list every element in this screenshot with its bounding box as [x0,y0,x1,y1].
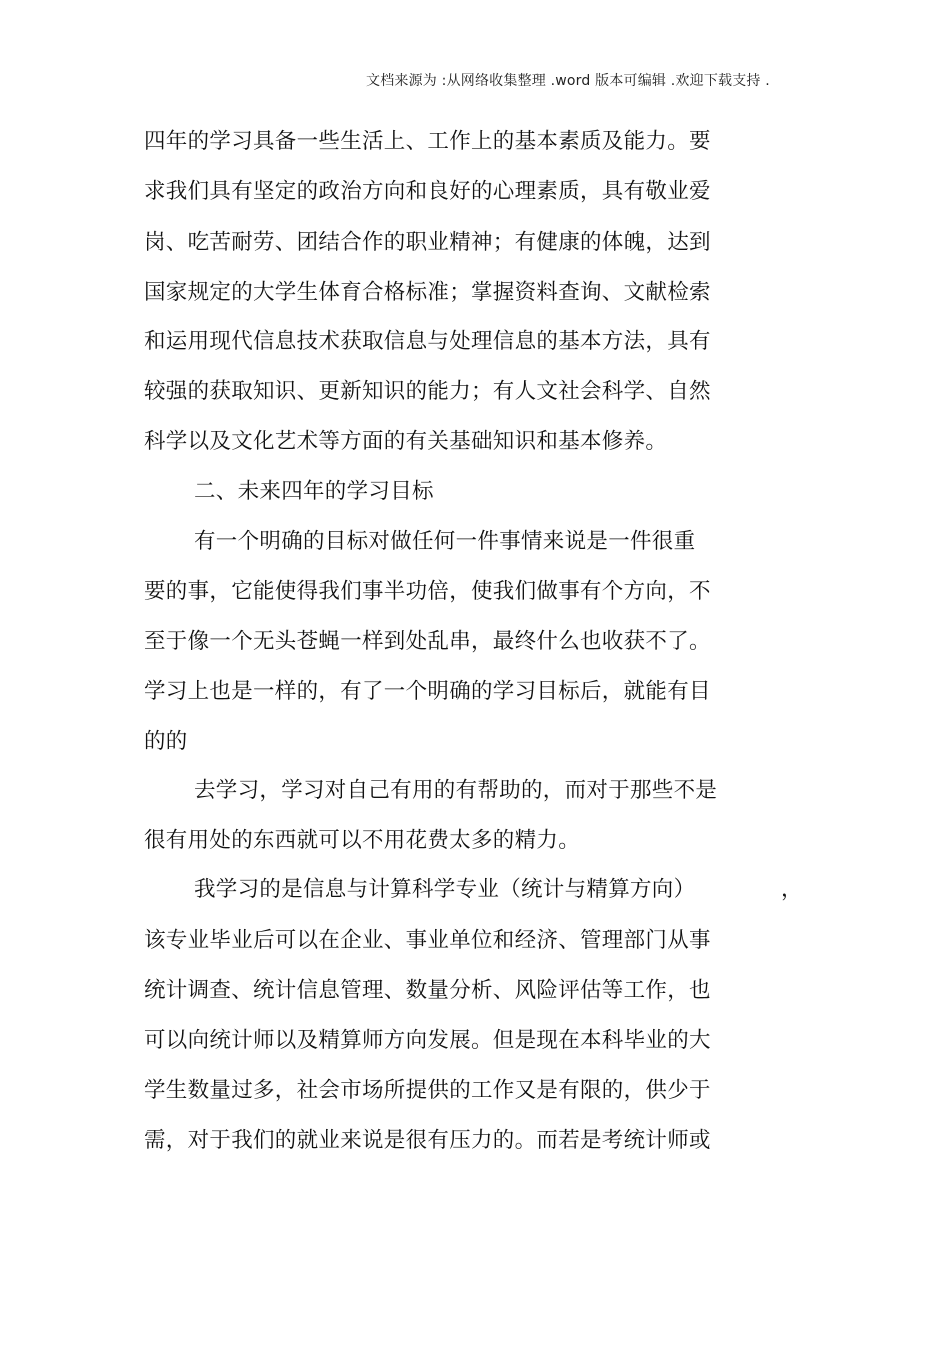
paragraph-line: 有一个明确的目标对做任何一件事情来说是一件很重 [194,529,696,554]
paragraph-line: 较强的获取知识、更新知识的能力；有人文社会科学、自然 [144,379,711,404]
paragraph-line: 要的事，它能使得我们事半功倍，使我们做事有个方向，不 [144,579,711,604]
paragraph-line: 至于像一个无头苍蝇一样到处乱串，最终什么也收获不了。 [144,629,711,654]
paragraph-line: 的的 [144,729,188,754]
paragraph-line: 统计调查、统计信息管理、数量分析、风险评估等工作，也 [144,978,711,1003]
header-source-note: 文档来源为 :从网络收集整理 .word 版本可编辑 .欢迎下载支持 . [366,73,770,89]
paragraph-line: 岗、吃苦耐劳、团结合作的职业精神；有健康的体魄，达到 [144,230,711,255]
paragraph-line: 需，对于我们的就业来说是很有压力的。而若是考统计师或 [144,1128,711,1153]
paragraph-line: 求我们具有坚定的政治方向和良好的心理素质，具有敬业爱 [144,179,711,204]
paragraph-line: 该专业毕业后可以在企业、事业单位和经济、管理部门从事 [144,928,711,953]
paragraph-line: 国家规定的大学生体育合格标准；掌握资料查询、文献检索 [144,280,711,305]
paragraph-line: 四年的学习具备一些生活上、工作上的基本素质及能力。要 [144,129,711,154]
trailing-comma: ， [781,877,803,902]
paragraph-line: 科学以及文化艺术等方面的有关基础知识和基本修养。 [144,429,668,454]
paragraph-line: 学生数量过多，社会市场所提供的工作又是有限的，供少于 [144,1078,711,1103]
paragraph-line: 去学习，学习对自己有用的有帮助的，而对于那些不是 [194,778,718,803]
section-heading: 二、未来四年的学习目标 [194,479,434,504]
paragraph-line: 和运用现代信息技术获取信息与处理信息的基本方法，具有 [144,329,711,354]
paragraph-line: 很有用处的东西就可以不用花费太多的精力。 [144,828,581,853]
paragraph-line: 我学习的是信息与计算科学专业（统计与精算方向） [194,877,696,902]
paragraph-line: 学习上也是一样的，有了一个明确的学习目标后，就能有目 [144,679,711,704]
paragraph-line: 可以向统计师以及精算师方向发展。但是现在本科毕业的大 [144,1028,711,1053]
